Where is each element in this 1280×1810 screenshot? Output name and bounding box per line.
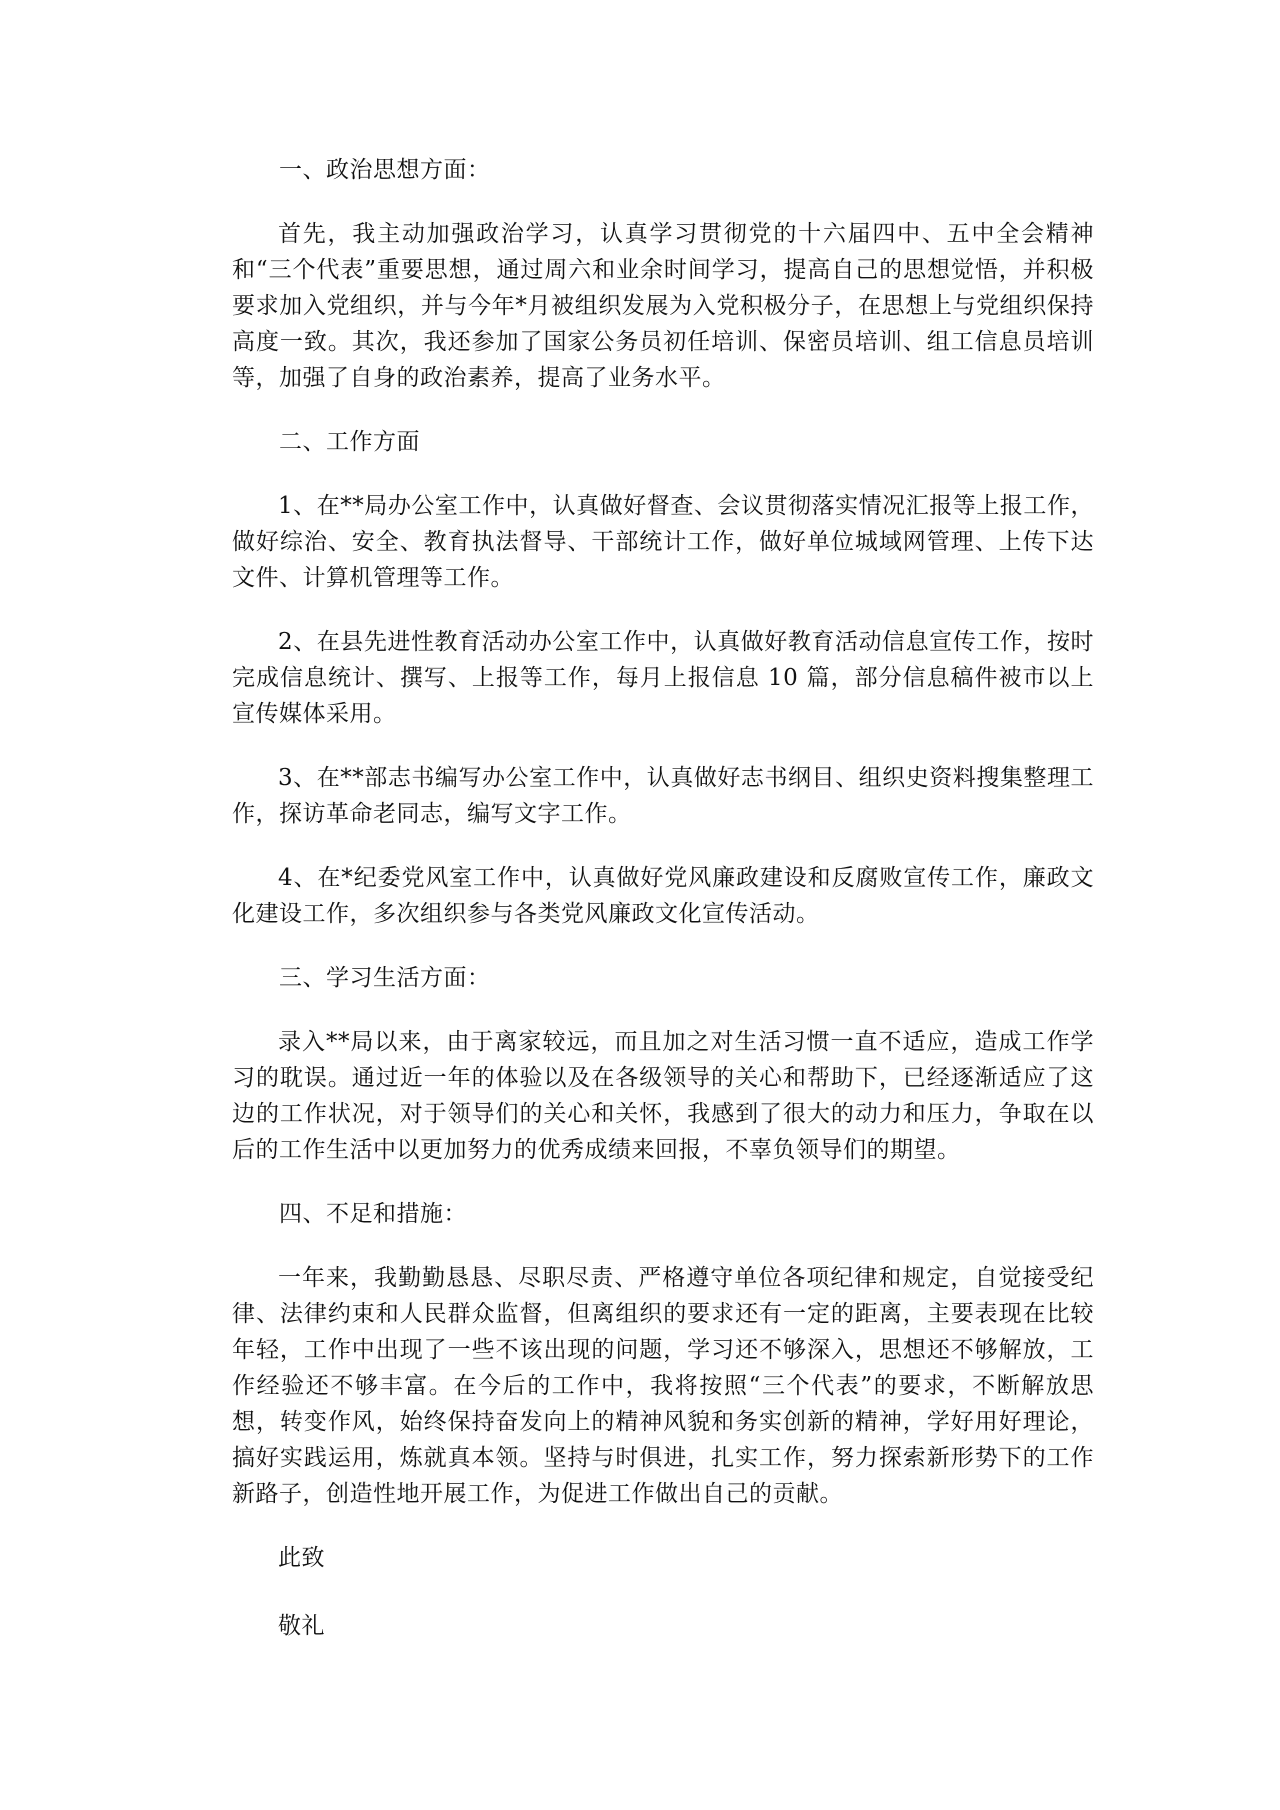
paragraph-shortcomings: 一年来，我勤勤恳恳、尽职尽责、严格遵守单位各项纪律和规定，自觉接受纪律、法律约束和人民群众监督，但离组织的要求还有一定的距离，主要表现在比较年轻，工作中出现了一些不该出现的问题，学习还不够深入，思想还不够解放，工作经验还不够丰富。在今后的工作中，我将按照“三个代表”的要求，不断解放思想，转变作风，始终保持奋发向上的精神风貌和务实创新的精神，学好用好理论，搞好实践运用，炼就真本领。坚持与时俱进，扎实工作，努力探索新形势下的工作新路子，创造性地开展工作，为促进工作做出自己的贡献。 — [232, 1265, 1094, 1507]
closing-regards: 敬礼 — [278, 1613, 325, 1639]
section-heading-study-life: 三、学习生活方面： — [279, 965, 491, 991]
paragraph-study-life: 录入**局以来，由于离家较远，而且加之对生活习惯一直不适应，造成工作学习的耽误。通过近一年的体验以及在各级领导的关心和帮助下，已经逐渐适应了这边的工作状况，对于领导们的关心和关怀，我感到了很大的动力和压力，争取在以后的工作生活中以更加努力的优秀成绩来回报，不辜负领导们的期望。 — [232, 1029, 1094, 1163]
paragraph-work-2: 2、在县先进性教育活动办公室工作中，认真做好教育活动信息宣传工作，按时完成信息统计、撰写、上报等工作，每月上报信息 10 篇，部分信息稿件被市以上宣传媒体采用。 — [232, 629, 1094, 727]
paragraph-politics: 首先，我主动加强政治学习，认真学习贯彻党的十六届四中、五中全会精神和“三个代表”重要思想，通过周六和业余时间学习，提高自己的思想觉悟，并积极要求加入党组织，并与今年*月被组织发展为入党积极分子，在思想上与党组织保持高度一致。其次，我还参加了国家公务员初任培训、保密员培训、组工信息员培训等，加强了自身的政治素养，提高了业务水平。 — [232, 221, 1094, 391]
section-heading-work: 二、工作方面 — [279, 429, 420, 455]
section-heading-shortcomings: 四、不足和措施： — [279, 1201, 467, 1227]
paragraph-work-3: 3、在**部志书编写办公室工作中，认真做好志书纲目、组织史资料搜集整理工作，探访革命老同志，编写文字工作。 — [232, 765, 1094, 827]
document-body — [232, 152, 1094, 1676]
paragraph-work-1: 1、在**局办公室工作中，认真做好督查、会议贯彻落实情况汇报等上报工作，做好综治、安全、教育执法督导、干部统计工作，做好单位城域网管理、上传下达文件、计算机管理等工作。 — [232, 493, 1094, 591]
closing-salutation: 此致 — [278, 1545, 325, 1571]
paragraph-work-4: 4、在*纪委党风室工作中，认真做好党风廉政建设和反腐败宣传工作，廉政文化建设工作，多次组织参与各类党风廉政文化宣传活动。 — [232, 865, 1094, 927]
section-heading-politics: 一、政治思想方面： — [279, 157, 491, 183]
